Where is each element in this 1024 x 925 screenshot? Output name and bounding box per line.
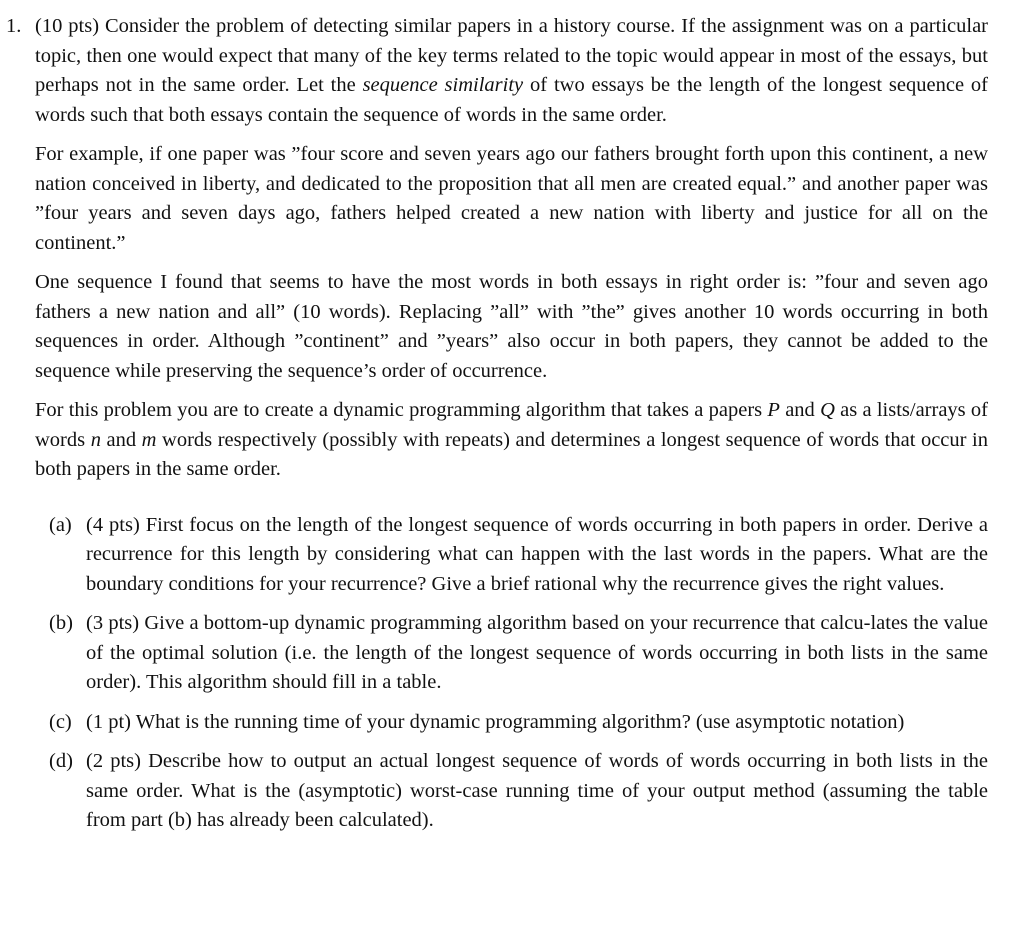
found-sequence-paragraph: One sequence I found that seems to have the most words in both essays in right order is: ”four and seven ago fathers a new nation and all” (10 words). Replacing ”all” with ”the” gives another 10 words occurring in both sequences in order. Although ”continent” and ”years” also occur in both papers, they cannot be added to the sequence while preserving the sequence’s order of occurrence. <box>35 271 988 382</box>
subpart-b <box>49 609 988 698</box>
subparts-list <box>49 511 988 836</box>
math-q: Q <box>820 399 835 421</box>
task-text-5: words respectively (possibly with repeats) and determines a longest sequence of words that occur in both papers in the same order. <box>35 428 988 480</box>
intro-text-2: of two essays be the length of the longest sequence of words such that both essays contain the sequence of words in the same order. <box>35 74 988 126</box>
math-m: m <box>141 428 157 451</box>
subpart-text: (4 pts) First focus on the length of the longest sequence of words occurring in both papers in order. Derive a recurrence for this length by considering what can happen with the last words in the papers. What are the boundary conditions for your recurrence? Give a brief rational why the recurrence gives the right values. <box>86 513 988 595</box>
math-p: P <box>767 399 780 421</box>
subpart-a <box>49 511 988 600</box>
intro-paragraph <box>35 12 988 130</box>
subpart-label: (a) <box>49 513 72 536</box>
subpart-text: (2 pts) Describe how to output an actual longest sequence of words of words occurring in both lists in the same order. What is the (asymptotic) worst-case running time of your output method (assuming the table from part (b) has already been calculated). <box>86 750 988 831</box>
sequence-similarity-term: sequence similarity <box>362 74 524 96</box>
math-n: n <box>90 428 101 451</box>
subpart-text: (3 pts) Give a bottom-up dynamic programming algorithm based on your recurrence that calcu-lates the value of the optimal solution (i.e. the length of the longest sequence of words occurring in both lists in the same order). This algorithm should fill in a table. <box>86 612 988 693</box>
subpart-label: (b) <box>49 612 73 634</box>
task-text-1: For this problem you are to create a dynamic programming algorithm that takes a papers <box>35 399 768 421</box>
example-paragraph: For example, if one paper was ”four score and seven years ago our fathers brought forth upon this continent, a new nation conceived in liberty, and dedicated to the proposition that all men are created equal.” and another paper was ”four years and seven days ago, fathers helped created a new nation with liberty and justice for all on the continent.” <box>35 143 988 254</box>
subpart-label: (c) <box>49 710 72 733</box>
task-paragraph <box>35 396 988 485</box>
problem-number: 1. <box>6 15 22 37</box>
subpart-label: (d) <box>49 750 73 772</box>
problem-body <box>35 12 988 836</box>
task-text-2: and <box>779 399 821 421</box>
subpart-c <box>49 708 988 738</box>
intro-text-1: (10 pts) Consider the problem of detecting similar papers in a history course. If the assignment was on a particular topic, then one would expect that many of the key terms related to the topic would appear in most of the essays, but perhaps not in the same order. Let the <box>35 15 988 96</box>
subpart-d <box>49 747 988 836</box>
task-text-3: as a lists/arrays of words <box>35 399 988 451</box>
subpart-text: (1 pt) What is the running time of your dynamic programming algorithm? (use asymptotic notation) <box>86 710 905 733</box>
problem-1 <box>6 12 988 846</box>
task-text-4: and <box>100 428 142 451</box>
